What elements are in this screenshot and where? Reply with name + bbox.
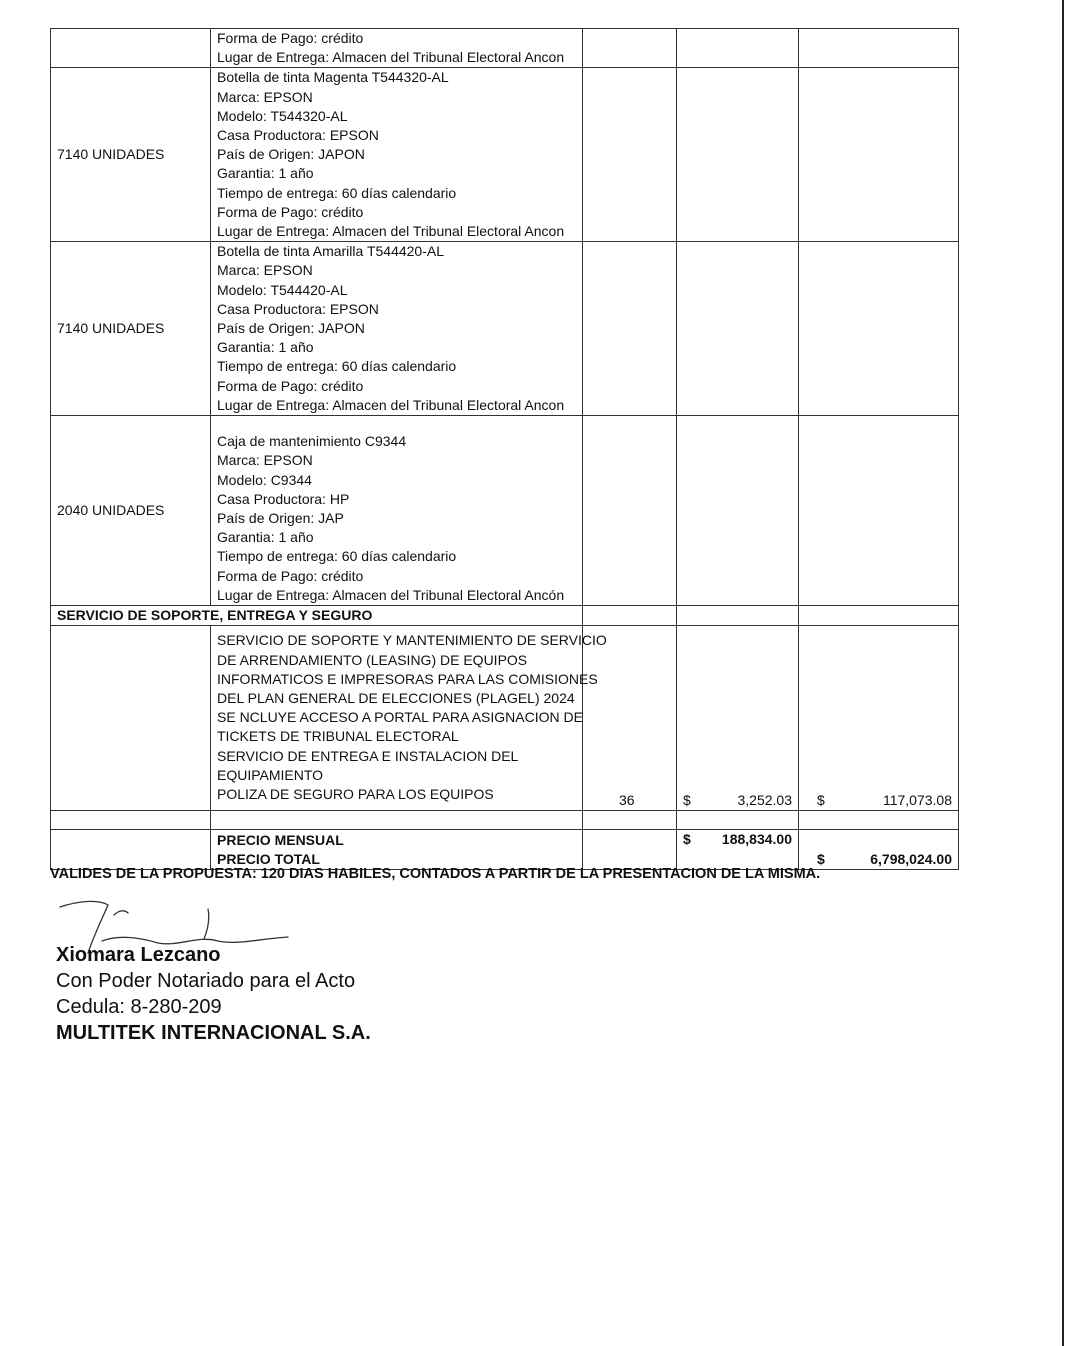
empty-cell (583, 416, 677, 606)
empty-cell (799, 242, 959, 416)
section-header-row (51, 606, 959, 626)
empty-cell (799, 416, 959, 606)
empty-cell (51, 830, 211, 870)
desc-line: Casa Productora: HP (217, 490, 350, 507)
total-price-value: 6,798,024.00 (870, 851, 952, 868)
desc-line: Garantia: 1 año (217, 165, 314, 182)
empty-cell (677, 811, 799, 830)
desc-line: Garantia: 1 año (217, 529, 314, 546)
unit-price-value: 3,252.03 (737, 792, 792, 809)
desc-line: SE NCLUYE ACCESO A PORTAL PARA ASIGNACION DE (217, 709, 583, 726)
service-description-cell (211, 626, 607, 811)
desc-line: País de Origen: JAPON (217, 146, 365, 163)
desc-line: Garantia: 1 año (217, 339, 314, 356)
table-row (51, 416, 959, 606)
desc-line: Botella de tinta Magenta T544320-AL (217, 69, 449, 86)
table-row (51, 29, 959, 68)
empty-cell (677, 416, 799, 606)
empty-cell (677, 29, 799, 68)
empty-cell (51, 626, 211, 811)
desc-line: Casa Productora: EPSON (217, 300, 379, 317)
monthly-price (677, 830, 799, 870)
desc-line: Lugar de Entrega: Almacen del Tribunal Electoral Ancon (217, 49, 565, 66)
signer-role: Con Poder Notariado para el Acto (56, 970, 356, 992)
desc-line: TICKETS DE TRIBUNAL ELECTORAL (217, 728, 459, 745)
validity-note: VALIDES DE LA PROPUESTA: 120 DIAS HABILES, CONTADOS A PARTIR DE LA PRESENTACION DE LA MISMA. (50, 866, 821, 882)
monthly-label: PRECIO MENSUAL (217, 831, 344, 848)
signer-name: Xiomara Lezcano (56, 944, 221, 966)
desc-line: SERVICIO DE SOPORTE Y MANTENIMIENTO DE SERVICIO (217, 632, 607, 649)
desc-line: INFORMATICOS E IMPRESORAS PARA LAS COMISIONES (217, 670, 598, 687)
desc-line: Modelo: T544420-AL (217, 281, 348, 298)
desc-line: Forma de Pago: crédito (217, 567, 364, 584)
desc-line: DE ARRENDAMIENTO (LEASING) DE EQUIPOS (217, 651, 528, 668)
service-total (799, 626, 959, 811)
desc-line: SERVICIO DE ENTREGA E INSTALACION DEL (217, 747, 519, 764)
desc-line: Modelo: T544320-AL (217, 107, 348, 124)
empty-cell (677, 242, 799, 416)
currency-symbol: $ (817, 851, 825, 868)
desc-line: Lugar de Entrega: Almacen del Tribunal Electoral Ancón (217, 586, 565, 603)
currency-symbol: $ (683, 831, 691, 848)
monthly-price-value: 188,834.00 (721, 831, 792, 848)
empty-cell (211, 811, 583, 830)
desc-line: Tiempo de entrega: 60 días calendario (217, 184, 457, 201)
empty-cell (799, 606, 959, 626)
desc-line: País de Origen: JAP (217, 510, 344, 527)
section-title: SERVICIO DE SOPORTE, ENTREGA Y SEGURO (51, 606, 583, 626)
signer-company: MULTITEK INTERNACIONAL S.A. (56, 1022, 371, 1044)
empty-cell (583, 830, 677, 870)
table-row (51, 626, 959, 811)
desc-line: Botella de tinta Amarilla T544420-AL (217, 243, 444, 260)
table-row (51, 242, 959, 416)
signer-block (56, 942, 371, 1046)
desc-line: Forma de Pago: crédito (217, 30, 364, 46)
desc-line: EQUIPAMIENTO (217, 766, 324, 783)
quantity-cell: 7140 UNIDADES (51, 242, 211, 416)
empty-cell (583, 811, 677, 830)
desc-line: DEL PLAN GENERAL DE ELECCIONES (PLAGEL) 2024 (217, 690, 575, 707)
description-cell (211, 29, 583, 68)
spacer-row (51, 811, 959, 830)
empty-cell (677, 606, 799, 626)
desc-line: Tiempo de entrega: 60 días calendario (217, 548, 457, 565)
description-cell (211, 68, 583, 242)
table-row (51, 68, 959, 242)
desc-line: Lugar de Entrega: Almacen del Tribunal Electoral Ancon (217, 396, 565, 413)
totals-row (51, 830, 959, 870)
desc-line: Forma de Pago: crédito (217, 377, 364, 394)
service-quantity: 36 (583, 626, 677, 811)
quantity-cell (51, 29, 211, 68)
total-label: PRECIO TOTAL (217, 850, 320, 867)
totals-labels (211, 830, 583, 870)
quantity-cell: 2040 UNIDADES (51, 416, 211, 606)
desc-line: Caja de mantenimiento C9344 (217, 433, 407, 450)
desc-line: Lugar de Entrega: Almacen del Tribunal Electoral Ancon (217, 223, 565, 240)
service-total-value: 117,073.08 (882, 792, 952, 809)
desc-line: Marca: EPSON (217, 452, 313, 469)
description-cell (211, 242, 583, 416)
desc-line: País de Origen: JAPON (217, 320, 365, 337)
currency-symbol: $ (817, 792, 825, 809)
empty-cell (583, 68, 677, 242)
desc-line: Casa Productora: EPSON (217, 127, 379, 144)
empty-cell (799, 811, 959, 830)
empty-cell (799, 68, 959, 242)
desc-line: POLIZA DE SEGURO PARA LOS EQUIPOS (217, 786, 494, 803)
empty-cell (51, 811, 211, 830)
empty-cell (799, 29, 959, 68)
desc-line: Marca: EPSON (217, 88, 313, 105)
empty-cell (677, 68, 799, 242)
desc-line: Tiempo de entrega: 60 días calendario (217, 358, 457, 375)
desc-line: Marca: EPSON (217, 262, 313, 279)
empty-cell (583, 29, 677, 68)
quote-table (50, 28, 959, 870)
description-cell (211, 416, 583, 606)
signer-id: Cedula: 8-280-209 (56, 996, 222, 1018)
service-unit-price (677, 626, 799, 811)
currency-symbol: $ (683, 792, 691, 809)
empty-cell (583, 242, 677, 416)
total-price (799, 830, 959, 870)
desc-line: Forma de Pago: crédito (217, 203, 364, 220)
desc-line: Modelo: C9344 (217, 471, 312, 488)
quantity-cell: 7140 UNIDADES (51, 68, 211, 242)
page-edge (1062, 0, 1064, 1346)
empty-cell (583, 606, 677, 626)
